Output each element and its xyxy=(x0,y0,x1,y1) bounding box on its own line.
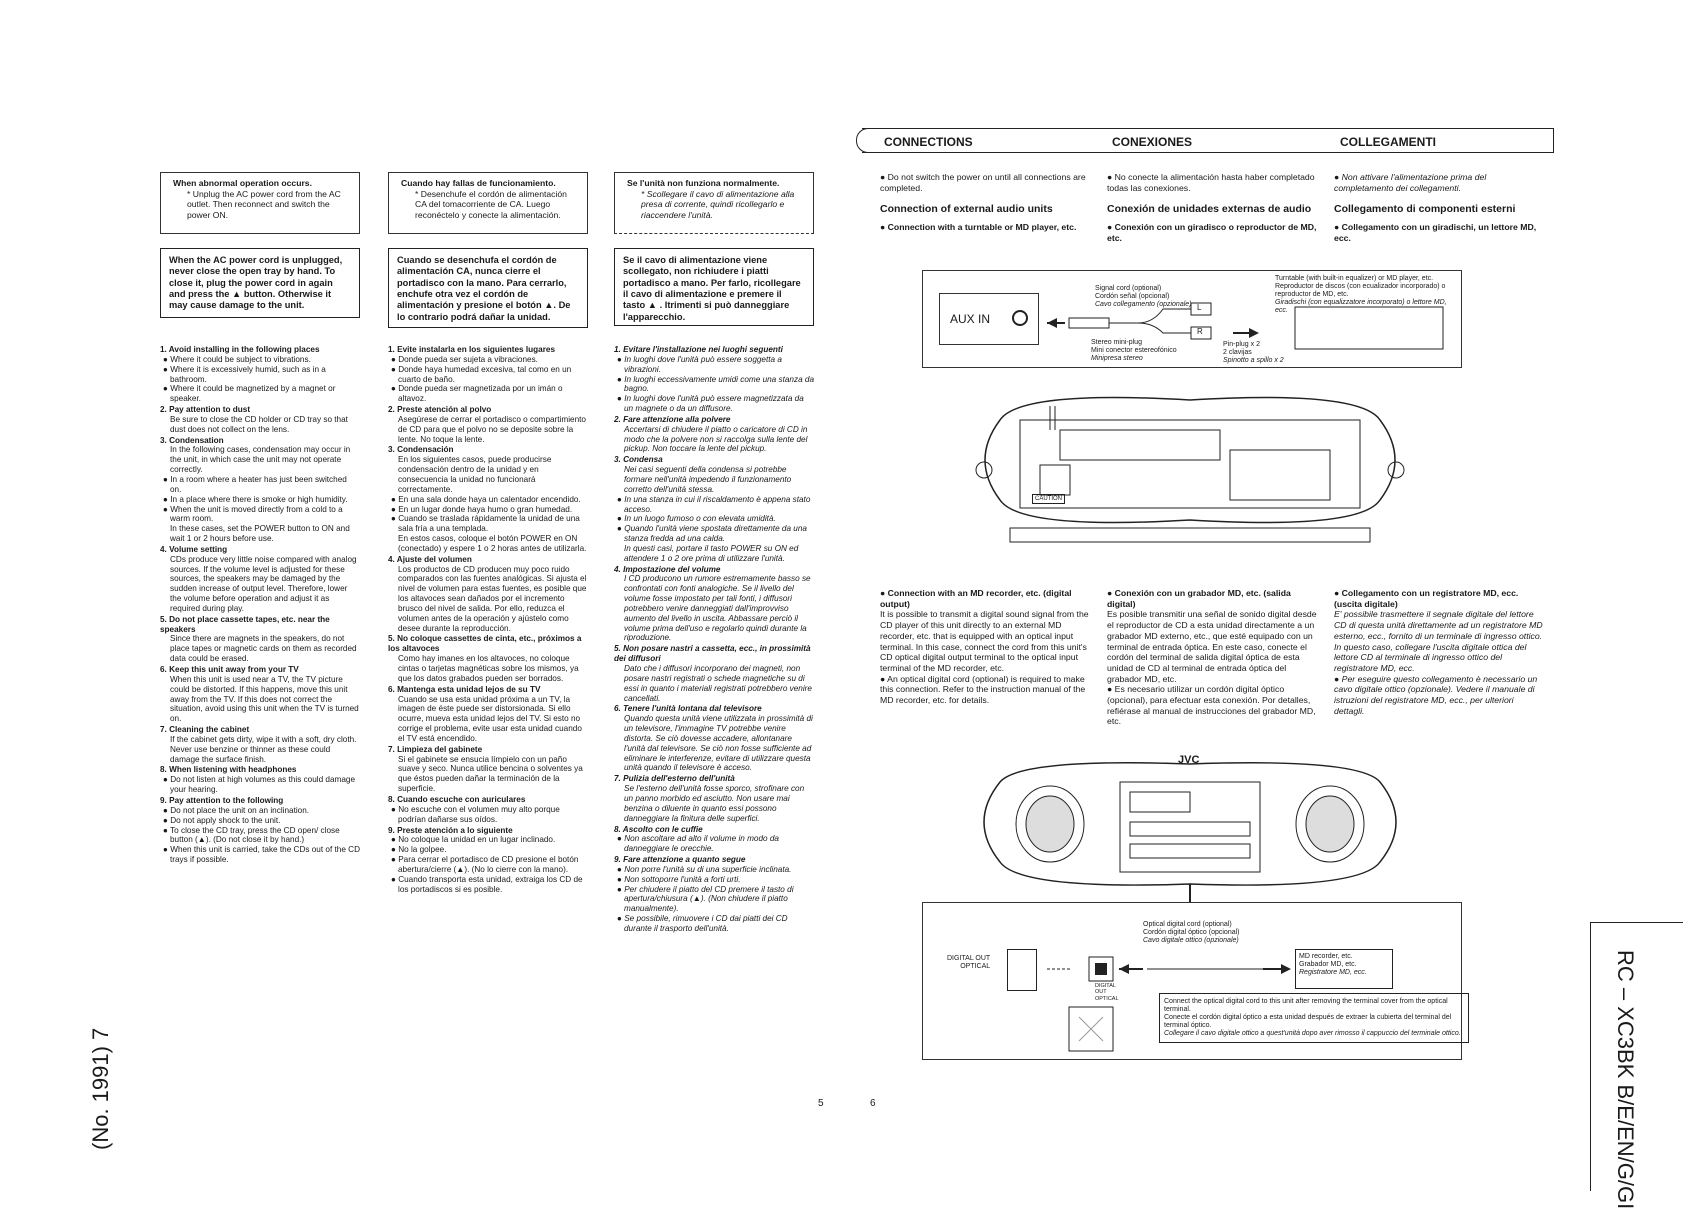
abnormal-box-en xyxy=(160,172,360,234)
precaution-heading: 4. Ajuste del volumen xyxy=(388,554,472,564)
digital-it xyxy=(1334,588,1544,716)
precaution-heading: 7. Pulizia dell'esterno dell'unità xyxy=(614,774,735,784)
stereo-plug-label: Stereo mini-plug Mini conector estereofónico Minipresa stereo xyxy=(1091,339,1177,363)
precaution-bullet: ● Where it could be magnetized by a magnet or speaker. xyxy=(163,384,336,404)
precaution-bullet: ● Donde haya humedad excesiva, tal como en un cuarto de baño. xyxy=(391,364,572,384)
precaution-text: Asegúrese de cerrar el portadisco o compartimiento de CD para que el polvo no se deposite sobre la lente. No toque la lente. xyxy=(398,414,586,444)
precaution-bullet: ● Where it could be subject to vibrations. xyxy=(163,354,311,364)
precaution-bullet: ● Para cerrar el portadisco de CD presione el botón abertura/cierre (▲). (No lo cierre con la mano). xyxy=(391,855,579,874)
precaution-item xyxy=(388,634,588,683)
sub-bullet-en: ● Connection with a turntable or MD player, etc. xyxy=(880,222,1077,233)
precaution-bullet: ● Non ascoltare ad alto il volume in modo da danneggiare le orecchie. xyxy=(617,834,779,854)
precaution-bullet: ● In a place where there is smoke or high humidity. xyxy=(163,494,348,504)
precaution-heading: 4. Volume setting xyxy=(160,544,228,554)
subhead-en: Connection of external audio units xyxy=(880,203,1053,216)
precaution-item xyxy=(160,436,360,544)
subhead-it: Collegamento di componenti esterni xyxy=(1334,203,1516,216)
precaution-heading: 2. Pay attention to dust xyxy=(160,405,251,415)
brand-logo: JVC xyxy=(1178,754,1200,766)
warning-box-es: Cuando se desenchufa el cordón de alimentación CA, nunca cierre el portadisco con la mano. Para cerrarlo, enchufe otra vez el cordón de alimentación y presione el botón ▲. De lo contrario podrá dañar la unidad. xyxy=(388,248,588,328)
precaution-bullet: ● In luoghi eccessivamente umidi come una stanza da bagno. xyxy=(617,374,815,394)
precaution-item xyxy=(614,825,814,855)
precaution-text: In these cases, set the POWER button to ON and wait 1 or 2 hours before use. xyxy=(170,524,350,544)
precaution-item xyxy=(614,855,814,934)
precaution-text: En los siguientes casos, puede producirse condensación dentro de la unidad y en consecuencia la unidad no funcionará correctamente. xyxy=(398,455,552,494)
left-channel-label: L xyxy=(1197,303,1202,312)
precaution-text: If the cabinet gets dirty, wipe it with a soft, dry cloth. Never use benzine or thinner as these could damage the surface finish. xyxy=(170,734,357,764)
precaution-heading: 9. Preste atención a lo siguiente xyxy=(388,825,513,835)
page-number-right: 6 xyxy=(870,1098,876,1109)
precaution-heading: 2. Preste atención al polvo xyxy=(388,405,492,415)
precaution-bullet: ● In una stanza in cui il riscaldamento è appena stato acceso. xyxy=(617,494,811,514)
intro-it-text: ● Non attivare l'alimentazione prima del completamento dei collegamenti. xyxy=(1334,172,1487,193)
precaution-heading: 2. Fare attenzione alla polvere xyxy=(614,414,731,424)
digital-text-es: Es posible transmitir una señal de sonido digital desde el reproductor de CD a esta unidad directamente a un grabador MD externo, etc., que esté equipado con un terminal de entrada óptica. En este caso, conecte el cordón del terminal de salida digital óptica de esta unidad de CD al terminal de entrada óptica del grabador MD, etc. xyxy=(1107,609,1317,684)
precaution-heading: 6. Tenere l'unità lontana dal televisore xyxy=(614,704,762,714)
precautions-column-it xyxy=(614,345,814,935)
precaution-heading: 7. Limpieza del gabinete xyxy=(388,744,483,754)
precaution-item xyxy=(614,345,814,414)
precaution-heading: 3. Condensa xyxy=(614,455,663,465)
precautions-column-en xyxy=(160,345,360,866)
precaution-text: En estos casos, coloque el botón POWER en ON (conectado) y espere 1 o 2 horas antes de utilizarla. xyxy=(398,534,587,553)
precaution-heading: 3. Condensación xyxy=(388,445,454,455)
precaution-text: Nei casi seguenti della condensa si potrebbe formare nell'unità impedendo il funzionamento corretto dell'unità stessa. xyxy=(624,465,792,494)
precaution-bullet: ● Per chiudere il piatto del CD premere il tasto di apertura/chiusura (▲). (Non chiudere il piatto manualmente). xyxy=(617,884,794,914)
precaution-item xyxy=(388,445,588,553)
precaution-bullet: ● In luoghi dove l'unità può essere magnetizzata da un magnete o da un diffusore. xyxy=(617,394,804,414)
precaution-item xyxy=(160,345,360,404)
precaution-item xyxy=(614,565,814,644)
precaution-bullet: ● En una sala donde haya un calentador encendido. xyxy=(391,494,581,504)
right-channel-label: R xyxy=(1197,327,1203,336)
precaution-text: Cuando se usa esta unidad próxima a un TV, la imagen de éste puede ser distorsionada. Si ello ocurre, mueva esta unidad lejos del TV. Si esto no corrige el problema, evite usar esta unidad cuando el TV está encendido. xyxy=(398,694,582,743)
precaution-text: Accertarsi di chiudere il piatto o caricatore di CD in modo che la polvere non si raccolga sulla lente del pickup. Non toccare la lente del pickup. xyxy=(624,424,808,454)
caution-label: CAUTION xyxy=(1032,494,1065,504)
precaution-bullet: ● Donde pueda ser magnetizada por un imán o altavoz. xyxy=(391,384,563,404)
unit-rear-drawing xyxy=(960,380,1420,570)
precaution-bullet: ● Do not apply shock to the unit. xyxy=(163,815,281,825)
precaution-heading: 8. When listening with headphones xyxy=(160,765,297,775)
precaution-heading: 5. Do not place cassette tapes, etc. near the speakers xyxy=(160,614,330,634)
model-number: RC – XC3BK B/E/EN/G/GI xyxy=(1613,950,1638,1209)
precaution-item xyxy=(388,555,588,634)
warning-box-it: Se il cavo di alimentazione viene scollegato, non richiudere i piatti portadisco a mano. Per farlo, ricollegare il cavo di alimentazione e premere il tasto ▲ . Itrimenti si può danneggiare l'apparecchio. xyxy=(614,248,814,326)
precaution-bullet: ● Se possibile, rimuovere i CD dai piatti dei CD durante il trasporto dell'unità. xyxy=(617,914,788,933)
unit-front-drawing xyxy=(960,752,1420,902)
precaution-bullet: ● Do not listen at high volumes as this could damage your hearing. xyxy=(163,775,355,795)
precaution-heading: 4. Impostazione del volume xyxy=(614,564,721,574)
digital-text-en: It is possible to transmit a digital sound signal from the CD player of this unit directly to an external MD recorder, etc. that is equipped with an optical input terminal. In this case, connect the cord from this unit's CD optical digital output terminal to the optical input terminal of the MD recorder, etc. xyxy=(880,609,1089,673)
precaution-heading: 1. Evite instalarla en los siguientes lugares xyxy=(388,345,556,354)
optical-cord-label: Optical digital cord (optional) Cordón digital óptico (opcional) Cavo digitale ottico (opzionale) xyxy=(1143,921,1240,945)
subhead-es: Conexión de unidades externas de audio xyxy=(1107,203,1312,216)
precaution-heading: 1. Evitare l'installazione nei luoghi seguenti xyxy=(614,345,783,354)
precaution-bullet: ● Non porre l'unità su di una superficie inclinata. xyxy=(617,864,792,874)
precaution-bullet: ● Cuando se traslada rápidamente la unidad de una sala fría a una templada. xyxy=(391,514,580,534)
abnormal-body-it: * Scollegare il cavo di alimentazione alla presa di corrente, quindi ricollegarlo e riaccendere l'unità. xyxy=(641,188,795,221)
digital-text-it: E' possibile trasmettere il segnale digitale del lettore CD di questa unità direttamente ad un registratore MD esterno, ecc., fornito di un terminale di ingresso ottico. In questo caso, collegare l'uscita digitale ottica del lettore CD al terminale di ingresso ottico del registratore MD, ecc. xyxy=(1334,609,1543,673)
digital-es xyxy=(1107,588,1317,727)
optical-note-box: Connect the optical digital cord to this unit after removing the terminal cover from the optical terminal. Conecte el cordón digital óptico a esta unidad después de extraer la cubierta del terminal del terminal óptico. Collegare il cavo digitale ottico a quest'unità dopo aver rimosso il cappuccio del terminale ottico. xyxy=(1159,993,1469,1043)
cable-drawing xyxy=(923,271,1463,369)
precaution-bullet: ● No coloque la unidad en un lugar inclinado. xyxy=(391,835,556,845)
sub-bullet-it: ● Collegamento con un giradischi, un lettore MD, ecc. xyxy=(1334,222,1537,244)
aux-in-label: AUX IN xyxy=(950,312,991,326)
digital-note-es: ● Es necesario utilizar un cordón digital óptico (opcional), para efectuar esta conexión. Por detalles, refiérase al manual de instrucciones del grabador MD, etc. xyxy=(1107,684,1316,727)
terminal-label: DIGITAL OUT OPTICAL xyxy=(1095,983,1119,1002)
precaution-bullet: ● No la golpee. xyxy=(391,845,447,855)
precaution-text: Quando questa unità viene utilizzata in prossimità di un televisore, l'immagine TV potrebbe venire distorta. Se ciò dovesse accadere, allontanare l'unità dal televisore. Se ciò non fosse sufficiente ad eliminare le interferenze, evitare di utilizzare questa unità quando il televisore è acceso. xyxy=(624,714,813,773)
side-label-right xyxy=(1612,950,1638,1209)
precaution-item xyxy=(388,405,588,444)
precaution-bullet: ● Quando l'unità viene spostata direttamente da una stanza fredda ad una calda. xyxy=(617,524,807,544)
digital-en xyxy=(880,588,1090,706)
warning-box-en: When the AC power cord is unplugged, never close the open tray by hand. To close it, plug the power cord in again and press the ▲ button. Otherwise it may cause damage to the unit. xyxy=(160,248,360,318)
precaution-text: I CD producono un rumore estremamente basso se confrontati con fonti analogiche. Se il livello del volume fosse impostato per tali fonti, i diffusori potrebbero venire danneggiati dall'improvviso aumento del livello in uscita. Abbassare perciò il volume prima dell'uso e regolarlo quindi durante la riproduzione. xyxy=(624,574,811,643)
precaution-text: When this unit is used near a TV, the TV picture could be distorted. If this happens, move this unit away from the TV. If this does not correct the situation, avoid using this unit when the TV is turned on. xyxy=(170,674,359,724)
precaution-item xyxy=(388,795,588,825)
precaution-text: Be sure to close the CD holder or CD tray so that dust does not collect on the lens. xyxy=(170,414,348,434)
precaution-heading: 8. Ascolto con le cuffie xyxy=(614,824,703,834)
precaution-text: Los productos de CD producen muy poco ruido comparados con las fuentes analógicas. Si ajusta el nivel de volumen para estas fuentes, es posible que los altavoces sean dañados por el incremento brusco del nivel de salida. Por ello, reduzca el volumen antes de la operación y ajústelo como desee durante la reproducción. xyxy=(398,564,587,633)
precaution-bullet: ● Do not place the unit on an inclination. xyxy=(163,805,310,815)
precaution-heading: 5. No coloque cassettes de cinta, etc., próximos a los altavoces xyxy=(388,634,582,654)
precaution-bullet: ● When this unit is carried, take the CDs out of the CD trays if possible. xyxy=(163,845,360,865)
precaution-item xyxy=(614,644,814,703)
abnormal-box-es xyxy=(388,172,588,234)
header-connections: CONNECTIONS xyxy=(884,135,973,149)
digital-head-es: ● Conexión con un grabador MD, etc. (salida digital) xyxy=(1107,588,1291,609)
precaution-text: CDs produce very little noise compared with analog sources. If the volume level is adjusted for these sources, the speakers may be damaged by the sudden increase of output level. Therefore, lower the volume before operation and adjust it as required during play. xyxy=(170,554,357,613)
precaution-text: Como hay imanes en los altavoces, no coloque cintas o tarjetas magnéticas sobre los mismos, ya que los datos grabados pueden ser borrados. xyxy=(398,654,579,683)
precaution-item xyxy=(160,615,360,664)
abnormal-title-en: When abnormal operation occurs. xyxy=(173,178,312,188)
md-recorder-box: MD recorder, etc. Grabador MD, etc. Registratore MD, ecc. xyxy=(1295,949,1393,989)
header-conexiones: CONEXIONES xyxy=(1112,135,1193,149)
precaution-bullet: ● Donde pueda ser sujeta a vibraciones. xyxy=(391,354,538,364)
digital-head-en: ● Connection with an MD recorder, etc. (digital output) xyxy=(880,588,1072,609)
intro-en-text: ● Do not switch the power on until all connections are completed. xyxy=(880,172,1086,193)
intro-en xyxy=(880,172,1090,233)
turntable-label: Turntable (with built-in equalizer) or MD player, etc. Reproductor de discos (con ecualizador incorporado) o reproductor de MD, etc. Giradischi (con equalizzatore incorporato) o lettore MD, ecc. xyxy=(1275,275,1447,315)
precaution-bullet: ● Non sottoporre l'unità a forti urti. xyxy=(617,874,741,884)
page-number-left: 5 xyxy=(818,1098,824,1109)
precaution-item xyxy=(160,665,360,724)
precaution-item xyxy=(160,545,360,614)
precaution-bullet: ● In luoghi dove l'unità può essere soggetta a vibrazioni. xyxy=(617,354,782,374)
precaution-item xyxy=(614,704,814,773)
side-label-left xyxy=(88,1028,114,1150)
precaution-bullet: ● En un lugar donde haya humo o gran humedad. xyxy=(391,504,573,514)
precaution-bullet: ● No escuche con el volumen muy alto porque podrían dañarse sus oídos. xyxy=(391,804,560,824)
intro-es-text: ● No conecte la alimentación hasta haber completado todas las conexiones. xyxy=(1107,172,1315,193)
precaution-text: Since there are magnets in the speakers, do not place tapes or magnetic cards on them as recorded data could be erased. xyxy=(170,634,357,664)
precaution-heading: 3. Condensation xyxy=(160,435,224,445)
precaution-item xyxy=(160,796,360,865)
section-header-bar xyxy=(862,128,1554,153)
aux-connection-diagram xyxy=(922,270,1462,368)
precaution-item xyxy=(614,455,814,563)
sub-bullet-es: ● Conexión con un giradisco o reproductor de MD, etc. xyxy=(1107,222,1317,244)
signal-cord-label: Signal cord (optional) Cordón señal (opcional) Cavo collegamento (opzionale) xyxy=(1095,285,1192,309)
doc-number: (No. 1991) 7 xyxy=(88,1027,113,1150)
precaution-item xyxy=(160,405,360,435)
abnormal-body-en: * Unplug the AC power cord from the AC outlet. Then reconnect and switch the power ON. xyxy=(187,188,341,221)
precaution-heading: 9. Pay attention to the following xyxy=(160,795,284,805)
precaution-heading: 7. Cleaning the cabinet xyxy=(160,725,250,735)
precaution-bullet: ● In un luogo fumoso o con elevata umidità. xyxy=(617,514,776,524)
digital-head-it: ● Collegamento con un registratore MD, ecc. (uscita digitale) xyxy=(1334,588,1519,609)
precaution-text: Si el gabinete se ensucia límpielo con un paño suave y seco. Nunca utilice bencina o solventes ya que éstos pueden dañar la terminación de la superficie. xyxy=(398,754,583,794)
digital-note-it: ● Per eseguire questo collegamento è necessario un cavo digitale ottico (opzionale). Vedere il manuale di istruzioni del registratore MD, ecc., per ulteriori dettagli. xyxy=(1334,673,1538,716)
precaution-bullet: ● When the unit is moved directly from a cold to a warm room. xyxy=(163,504,343,524)
abnormal-title-es: Cuando hay fallas de funcionamiento. xyxy=(401,178,556,188)
precaution-text: Dato che i diffusori incorporano dei magneti, non posare nastri registrati o schede magnetiche su di essi in quanto i materiali registrati potrebbero venire cancellati. xyxy=(624,664,812,703)
precaution-text: In questi casi, portare il tasto POWER su ON ed attendere 1 o 2 ore prima di utilizzare l'unità. xyxy=(624,543,799,563)
precaution-item xyxy=(388,826,588,895)
precaution-item xyxy=(160,765,360,795)
digital-out-label: DIGITAL OUT OPTICAL xyxy=(947,955,991,971)
header-collegamenti: COLLEGAMENTI xyxy=(1340,135,1436,149)
precaution-heading: 5. Non posare nastri a cassetta, ecc., in prossimità dei diffusori xyxy=(614,644,811,664)
precaution-item xyxy=(160,725,360,764)
precaution-bullet: ● In a room where a heater has just been switched on. xyxy=(163,474,347,494)
precaution-heading: 6. Mantenga esta unidad lejos de su TV xyxy=(388,684,541,694)
digital-note-en: ● An optical digital cord (optional) is required to make this connection. Refer to the instruction manual of the MD recorder, etc. for details. xyxy=(880,673,1086,706)
precaution-heading: 6. Keep this unit away from your TV xyxy=(160,665,299,674)
abnormal-body-es: * Desenchufe el cordón de alimentación CA del tomacorriente de CA. Luego reconéctelo y conecte la alimentación. xyxy=(415,188,567,221)
precaution-text: In the following cases, condensation may occur in the unit, in which case the unit may not operate correctly. xyxy=(170,445,351,475)
precaution-heading: 8. Cuando escuche con auriculares xyxy=(388,794,526,804)
precautions-column-es xyxy=(388,345,588,895)
precaution-item xyxy=(388,345,588,404)
precaution-item xyxy=(614,774,814,823)
precaution-item xyxy=(388,745,588,794)
intro-it xyxy=(1334,172,1544,244)
precaution-item xyxy=(388,685,588,744)
precaution-heading: 1. Avoid installing in the following places xyxy=(160,345,320,354)
precaution-item xyxy=(614,415,814,454)
pin-plug-label: Pin-plug x 2 2 clavijas Spinotto a spillo x 2 xyxy=(1223,341,1284,365)
abnormal-title-it: Se l'unità non funziona normalmente. xyxy=(627,178,780,188)
abnormal-box-it xyxy=(614,172,814,234)
precaution-text: Se l'esterno dell'unità fosse sporco, strofinare con un panno morbido ed asciutto. Non usare mai benzina o diluente in quanto essi possono danneggiare la finitura delle superfici. xyxy=(624,784,805,823)
precaution-heading: 9. Fare attenzione a quanto segue xyxy=(614,855,746,865)
precaution-bullet: ● To close the CD tray, press the CD open/ close button (▲). (Do not close it by hand.) xyxy=(163,825,340,845)
optical-connection-diagram xyxy=(922,902,1462,1060)
precaution-bullet: ● Cuando transporta esta unidad, extraiga los CD de los portadiscos si es posible. xyxy=(391,874,583,894)
precaution-bullet: ● Where it is excessively humid, such as in a bathroom. xyxy=(163,364,326,384)
intro-es xyxy=(1107,172,1317,244)
